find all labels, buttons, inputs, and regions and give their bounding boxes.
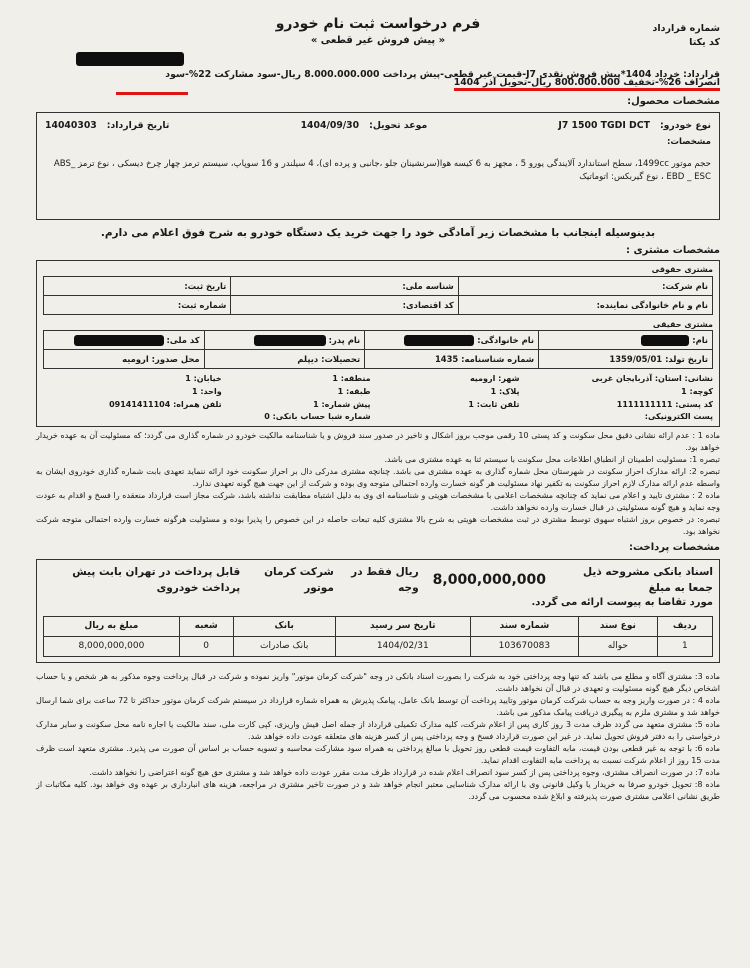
- cell: 103670083: [470, 637, 578, 657]
- col-header: نوع سند: [579, 617, 658, 637]
- city-label: شهر:: [498, 374, 520, 384]
- term-8: ماده 8: تحویل خودرو صرفا به خریدار یا وکیل قانونی وی با ارائه مدارک شناسایی معتبر انجام خواهد شد و در صورت تاخیر مشتری در مراجعه، هزینه های انبارداری بر عهده وی خواهد بود. کلیه مکاتبات از طریق نشانی اعلامی مشتری صورت پذیرفته و ابلاغ شده محسوب می گردد.: [36, 780, 720, 802]
- mobile-value: 09141411104: [109, 399, 171, 409]
- specs-text: حجم موتور 1499cc، سطح استاندارد آلایندگی یورو 5 ، مجهز به 6 کیسه هوا(سرنشینان جلو ،جانبی و پرده ای)، 4 سیلندر و 16 سوپاپ، سیستم ترمز چهار چرخ دیسکی ، نوع ترمز ABS_ EBD _ ESC ، نوع گیربکس: اتوماتیک: [53, 159, 711, 182]
- contract-line-2: [30, 76, 720, 89]
- table-header-row: [44, 617, 713, 637]
- col-header: بانک: [233, 617, 335, 637]
- amount-suffix: ریال فقط در وجه: [351, 566, 419, 594]
- specs-label: مشخصات:: [666, 136, 711, 147]
- vehicle-type-label: نوع خودرو:: [659, 119, 711, 131]
- alley-label: کوچه:: [689, 387, 713, 396]
- cell: 1: [657, 637, 712, 657]
- vehicle-type-value: J7 1500 TGDI DCT: [558, 119, 650, 131]
- table-row: [44, 637, 713, 657]
- payee-suffix: قابل پرداخت در تهران بابت پیش پرداخت خودروی: [72, 566, 241, 594]
- alley-value: 1: [681, 387, 687, 396]
- email-label: پست الکترونیکی:: [644, 412, 713, 422]
- delivery-label: موعد تحویل:: [369, 119, 428, 131]
- table-row: [44, 331, 713, 350]
- street-value: 1: [185, 374, 191, 384]
- red-mark: [116, 92, 188, 95]
- payment-section-title: مشخصات پرداخت:: [628, 541, 720, 553]
- unit-value: 1: [191, 387, 198, 396]
- province-value: آذربایجان غربی: [591, 374, 653, 384]
- col-header: مبلغ به ریال: [44, 617, 180, 637]
- redacted-contract-no: [76, 52, 184, 66]
- contract-line-2-text: انصراف 26%-تخفیف 800.000.000 ریال-تحویل آذر 1404: [454, 77, 720, 91]
- id-no-value: 1435: [434, 354, 459, 365]
- address-grid: [43, 373, 713, 422]
- id-no-label: شماره شناسنامه:: [461, 354, 535, 365]
- terms-block: [36, 430, 720, 538]
- term-7: ماده 7: در صورت انصراف مشتری، وجوه پرداختی پس از کسر سود انصراف اعلام شده در قرارداد ظرف مدت مقرر عودت داده خواهد شد و مشتری حق هیچ گونه اعتراضی را نخواهد داشت.: [89, 768, 720, 778]
- term-2: ماده 2 : مشتری تایید و اعلام می نماید که چنانچه مشخصات اعلامی با مشخصات هویتی و شناسنامه ای وی به دلیل اشتباه مطابقت نداشته باشد، شرکت مجاز است قرارداد منعقده را فسخ و اقدام به عودت وجه نماید و هیچ گونه مسئولیتی در قبال خسارت وارده نخواهد داشت.: [36, 490, 720, 512]
- unit-label: واحد:: [200, 387, 222, 396]
- reg-date-label: تاریخ ثبت:: [184, 280, 227, 291]
- natural-table: [43, 330, 713, 369]
- contract-date-value: 14040303: [45, 119, 97, 131]
- col-header: شعبه: [179, 617, 233, 637]
- table-row: [44, 295, 713, 314]
- contract-ids: [652, 22, 720, 50]
- cell: 0: [179, 637, 233, 657]
- cell: 8,000,000,000: [44, 637, 180, 657]
- vehicle-section-title: مشخصات محصول:: [627, 96, 720, 107]
- region-label: منطقه:: [340, 374, 371, 384]
- issue-place-label: محل صدور:: [151, 354, 200, 365]
- contract-no-label: شماره قرارداد: [652, 23, 720, 34]
- last-name-label: نام خانوادگی:: [477, 335, 535, 346]
- birth-date-value: 1359/05/01: [609, 354, 663, 365]
- postal-label: کد پستی:: [675, 399, 713, 409]
- contract-date-label: تاریخ قرارداد:: [106, 119, 170, 131]
- term-1: ماده 1 : عدم ارائه نشانی دقیق محل سکونت و کد پستی 10 رقمی موجب بروز اشکال و تاخیر در صدور سند فروش و یا شناسنامه مالکیت خودرو در شماره گذاری می گردد؛ که مسئولیت آن به عهده خریدار خواهد بود.: [36, 430, 720, 452]
- representative-label: نام و نام خانوادگی نماینده:: [596, 299, 708, 310]
- term-5: ماده 5: مشتری متعهد می گردد ظرف مدت 3 روز کاری پس از اعلام شرکت، کلیه مدارک تکمیلی قرارداد از جمله اصل فیش واریزی، کپی کارت ملی، سند مالکیت یا اجاره نامه محل سکونت و سایر مدارک درخواستی را به دفتر فروش تحویل نماید. در غیر این صورت قرارداد فسخ و وجه پرداختی پس از کسر هزینه های متعلقه عودت داده خواهد شد.: [36, 720, 720, 742]
- vehicle-box: [36, 112, 720, 220]
- national-code-label: کد ملی:: [166, 335, 200, 346]
- cell: 1404/02/31: [335, 637, 470, 657]
- address-label: نشانی: استان:: [654, 374, 713, 384]
- declaration-text: بدینوسیله اینجانب با مشخصات زیر آمادگی خود را جهت خرید یک دستگاه خودرو به شرح فوق اعلام می دارم.: [100, 226, 656, 239]
- education-value: دیپلم: [297, 354, 319, 365]
- table-row: [44, 276, 713, 295]
- phone-label: تلفن ثابت:: [476, 399, 520, 409]
- terms-block-2: [36, 671, 720, 803]
- table-row: [44, 350, 713, 369]
- term-6: ماده 6: با توجه به غیر قطعی بودن قیمت، مابه التفاوت قیمت قطعی روز تحویل با مبالغ پرداختی به همراه سود مشارکت محاسبه و تسویه حساب بر اساس آن صورت می پذیرد. مشتری متعهد است ظرف مدت 15 روز از اعلام شرکت نسبت به پرداخت مابه التفاوت اقدام نماید.: [36, 744, 720, 766]
- col-header: شماره سند: [470, 617, 578, 637]
- payment-line-2: مورد تقاضا به پیوست ارائه می گردد.: [531, 596, 713, 608]
- term-1-note-1: تبصره 1: مسئولیت اطمینان از انطباق اطلاعات محل سکونت با سیستم ثنا به عهده مشتری می باشد.: [384, 454, 720, 464]
- prefix-label: پیش شماره:: [321, 399, 371, 409]
- form-header: [36, 14, 720, 92]
- payment-amount-line: [43, 565, 713, 595]
- issue-place-value: ارومیه: [122, 354, 149, 365]
- legal-title: مشتری حقوقی: [651, 265, 713, 275]
- form-subtitle: « پیش فروش غیر قطعی »: [310, 35, 446, 47]
- prefix-value: 1: [313, 399, 319, 409]
- national-id-label: شناسه ملی:: [402, 280, 454, 291]
- city-value: ارومیه: [469, 374, 496, 384]
- col-header: تاریخ سر رسید: [335, 617, 470, 637]
- form-title: فرم درخواست ثبت نام خودرو: [275, 16, 481, 32]
- term-3: ماده 3: مشتری آگاه و مطلع می باشد که تنها وجه پرداختی خود به شرکت را بصورت اسناد بانکی در وجه "شرکت کرمان موتور" واریز نموده و شرکت در قبال پرداخت وجوه مذکور به هر شخص و یا حساب اشخاص دیگر هیچ گونه مسئولیت و تعهدی در قبال آن نخواهد داشت.: [36, 672, 720, 694]
- mobile-label: تلفن همراه:: [173, 399, 222, 409]
- amount-value: 8,000,000,000: [432, 572, 547, 589]
- term-4: ماده 4 : در صورت واریز وجه به حساب شرکت کرمان موتور وتایید پرداخت آن توسط بانک عامل، پیامک پذیرش به همراه شماره قرارداد در سیستم شرکت کرمان موتور حداکثر تا 72 ساعت برای شما ارسال خواهد شد و مشتری ملزم به پیگیری دریافت پیامک مذکور می باشد.: [36, 696, 721, 718]
- first-name-label: نام:: [692, 335, 708, 346]
- education-label: تحصیلات:: [321, 354, 361, 365]
- sheba-label: شماره شبا حساب بانکی:: [272, 412, 371, 422]
- floor-label: طبقه:: [345, 387, 371, 396]
- floor-value: 1: [337, 387, 344, 396]
- contract-line-1: قرارداد: خرداد 1404*پیش فروش نقدی J7-قیمت غیر قطعی-پیش پرداخت 8.000.000.000 ریال-سود مشارکت 22%-سود: [165, 69, 720, 80]
- payment-table: [43, 616, 713, 657]
- term-2-note: تبصره: در خصوص بروز اشتباه سهوی توسط مشتری در ثبت مشخصات هویتی به شرح بالا مشتری کلیه تبعات حاصله در این خصوص را پذیرا بوده و مسئولیت هرگونه خسارت وارده احتمالی متوجه شرکت نخواهد بود.: [36, 514, 720, 536]
- amount-prefix: اسناد بانکی مشروحه ذیل جمعا به مبلغ: [583, 566, 713, 594]
- economic-code-label: کد اقتصادی:: [402, 299, 454, 310]
- legal-table: [43, 276, 713, 315]
- phone-value: 1: [468, 399, 474, 409]
- vehicle-row: [45, 119, 711, 132]
- birth-date-label: تاریخ تولد:: [665, 354, 708, 365]
- delivery-value: 1404/09/30: [300, 119, 360, 131]
- natural-title: مشتری حقیقی: [652, 319, 713, 329]
- redacted-first-name: [641, 335, 689, 346]
- redacted-national-code: [74, 335, 164, 346]
- redacted-father-name: [254, 335, 326, 346]
- sheba-value: 0: [264, 412, 270, 422]
- col-header: ردیف: [657, 617, 712, 637]
- street-label: خیابان:: [193, 374, 222, 384]
- redacted-last-name: [404, 335, 474, 346]
- payee-company: شرکت کرمان موتور: [264, 566, 334, 594]
- father-name-label: نام پدر:: [328, 335, 361, 346]
- customer-section-title: مشخصات مشتری :: [625, 244, 720, 256]
- plaque-label: پلاک:: [498, 387, 520, 396]
- postal-value: 1111111111: [616, 399, 673, 409]
- cell: حواله: [579, 637, 658, 657]
- code-label: کد یکتا: [689, 36, 720, 48]
- reg-no-label: شماره ثبت:: [177, 299, 227, 310]
- company-name-label: نام شرکت:: [662, 280, 708, 291]
- term-1-note-2: تبصره 2: ارائه مدارک احراز سکونت در شهرستان محل شماره گذاری به عهده مشتری می باشد. چنانچه مشتری مدرکی دال بر احراز سکونت خود ارائه ننماید تعهدی بابت شماره گذاری خودروی ایشان به واسطه عدم ارائه مدارک لازم احراز سکونت به تکفیر نهاد مسئولیت هر گونه خسارت وارده احتمالی متوجه وی بوده و شرکت از این جهت هیچ گونه تعهدی ندارد.: [36, 466, 721, 488]
- payment-box: [36, 559, 720, 663]
- cell: بانک صادرات: [233, 637, 335, 657]
- region-value: 1: [332, 374, 338, 384]
- plaque-value: 1: [490, 387, 497, 396]
- customer-box: [36, 260, 720, 427]
